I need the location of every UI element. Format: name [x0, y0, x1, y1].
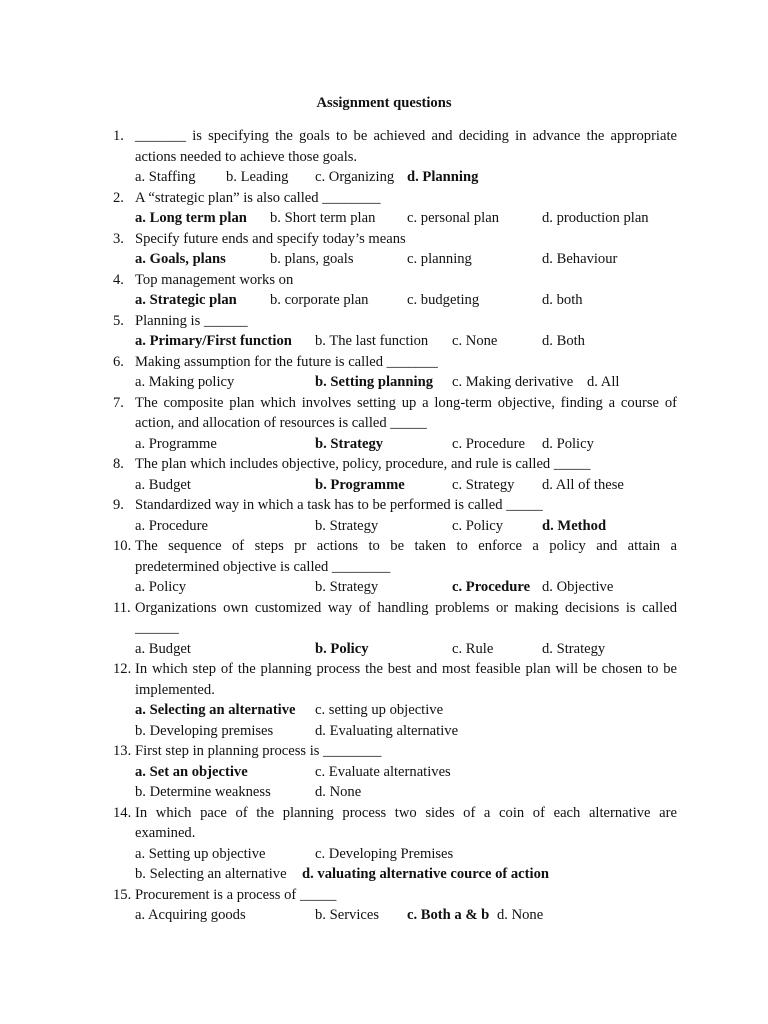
question-text: The plan which includes objective, policy, procedure, and rule is called _____ — [135, 456, 591, 472]
question-text: predetermined objective is called ________ — [135, 558, 391, 575]
answer-option-correct: d. valuating alternative cource of action — [302, 866, 549, 882]
answer-option: c. Strategy — [452, 476, 515, 493]
answer-option: c. budgeting — [407, 292, 480, 308]
answer-option-correct: c. Both a & b — [407, 907, 490, 923]
answer-option: d. Strategy — [542, 640, 606, 657]
answer-option: d. None — [315, 784, 362, 800]
answer-option: d. Evaluating alternative — [315, 722, 459, 739]
question-text: A “strategic plan” is also called ________ — [135, 189, 381, 206]
question-number: 15. — [113, 886, 132, 903]
answer-option: c. Rule — [452, 640, 494, 657]
answer-option-correct: a. Long term plan — [135, 210, 247, 226]
question-number: 5. — [113, 312, 124, 329]
answer-option: c. Evaluate alternatives — [315, 763, 451, 780]
question-text: In which pace of the planning process two sides of a coin of each alternative are — [135, 804, 677, 821]
answer-option: a. Setting up objective — [135, 845, 266, 862]
answer-option: a. Procedure — [135, 517, 208, 534]
answer-option: a. Programme — [135, 435, 217, 452]
question-number: 10. — [113, 538, 132, 554]
question-number: 12. — [113, 661, 132, 677]
question-number: 4. — [113, 271, 124, 288]
answer-option: b. plans, goals — [270, 251, 354, 267]
answer-option: d. Objective — [542, 579, 614, 595]
answer-option: d. All — [587, 374, 620, 390]
answer-option: c. setting up objective — [315, 702, 444, 718]
answer-option: a. Acquiring goods — [135, 907, 246, 923]
answer-option-correct: a. Set an objective — [135, 763, 248, 780]
answer-option-correct: a. Goals, plans — [135, 251, 226, 267]
answer-option: a. Budget — [135, 476, 191, 493]
question-number: 6. — [113, 353, 124, 370]
answer-option: b. corporate plan — [270, 292, 369, 308]
question-text: ______ — [135, 620, 179, 636]
question-text: Procurement is a process of _____ — [135, 886, 337, 903]
answer-option: b. Strategy — [315, 579, 379, 595]
answer-option: d. All of these — [542, 476, 624, 493]
question-number: 8. — [113, 456, 124, 472]
question-text: _______ is specifying the goals to be achieved and deciding in advance the appropriate — [135, 128, 677, 144]
question-text: action, and allocation of resources is called _____ — [135, 415, 427, 431]
answer-option-correct: a. Selecting an alternative — [135, 702, 296, 718]
question-number: 1. — [113, 128, 124, 144]
answer-option: c. Procedure — [452, 435, 525, 452]
answer-option-correct: a. Primary/First function — [135, 333, 292, 349]
answer-option: b. Developing premises — [135, 722, 274, 739]
page-title: Assignment questions — [316, 95, 452, 111]
question-number: 13. — [113, 743, 132, 759]
answer-option: b. Short term plan — [270, 210, 376, 226]
question-number: 14. — [113, 804, 132, 821]
question-text: Organizations own customized way of handling problems or making decisions is called — [135, 599, 677, 616]
answer-option: b. Services — [315, 907, 380, 923]
answer-option: c. planning — [407, 251, 472, 267]
answer-option: d. both — [542, 292, 583, 308]
answer-option: a. Making policy — [135, 374, 235, 390]
answer-option: c. Developing Premises — [315, 845, 454, 862]
answer-option: d. Both — [542, 333, 585, 349]
answer-option: b. Strategy — [315, 517, 379, 534]
answer-option: c. personal plan — [407, 210, 499, 226]
question-text: actions needed to achieve those goals. — [135, 148, 358, 165]
answer-option: b. Determine weakness — [135, 784, 271, 800]
answer-option-correct: a. Strategic plan — [135, 292, 237, 308]
answer-option: c. Policy — [452, 517, 504, 534]
answer-option-correct: b. Setting planning — [315, 374, 434, 390]
question-text: Making assumption for the future is called _______ — [135, 353, 438, 370]
answer-option-correct: d. Method — [542, 517, 607, 534]
question-text: First step in planning process is ________ — [135, 743, 382, 759]
question-text: In which step of the planning process the best and most feasible plan will be chosen to be — [135, 661, 677, 677]
question-number: 9. — [113, 497, 124, 513]
answer-option: d. Behaviour — [542, 251, 618, 267]
question-number: 7. — [113, 394, 124, 411]
answer-option: d. Policy — [542, 435, 594, 452]
answer-option-correct: c. Procedure — [452, 579, 531, 595]
answer-option: c. Making derivative — [452, 374, 574, 390]
answer-option: b. Leading — [226, 169, 289, 185]
question-number: 11. — [113, 599, 131, 616]
question-text: The composite plan which involves setting up a long-term objective, finding a course of — [135, 394, 677, 411]
question-number: 3. — [113, 230, 124, 247]
question-text: Planning is ______ — [135, 312, 248, 329]
answer-option-correct: d. Planning — [407, 169, 479, 185]
answer-option-correct: b. Programme — [315, 476, 405, 493]
question-text: Top management works on — [135, 271, 294, 288]
answer-option: b. The last function — [315, 333, 429, 349]
answer-option: d. production plan — [542, 210, 649, 226]
answer-option: d. None — [497, 907, 544, 923]
question-text: The sequence of steps pr actions to be taken to enforce a policy and attain a — [135, 538, 677, 554]
answer-option-correct: b. Strategy — [315, 435, 384, 452]
question-text: implemented. — [135, 681, 215, 698]
answer-option: b. Selecting an alternative — [135, 866, 287, 882]
answer-option: c. None — [452, 333, 498, 349]
answer-option: a. Policy — [135, 579, 187, 595]
question-text: Specify future ends and specify today’s means — [135, 230, 406, 247]
answer-option: c. Organizing — [315, 169, 395, 185]
answer-option-correct: b. Policy — [315, 640, 369, 657]
question-text: examined. — [135, 825, 196, 841]
question-number: 2. — [113, 189, 124, 206]
answer-option: a. Staffing — [135, 169, 196, 185]
question-text: Standardized way in which a task has to be performed is called _____ — [135, 497, 543, 513]
answer-option: a. Budget — [135, 640, 191, 657]
